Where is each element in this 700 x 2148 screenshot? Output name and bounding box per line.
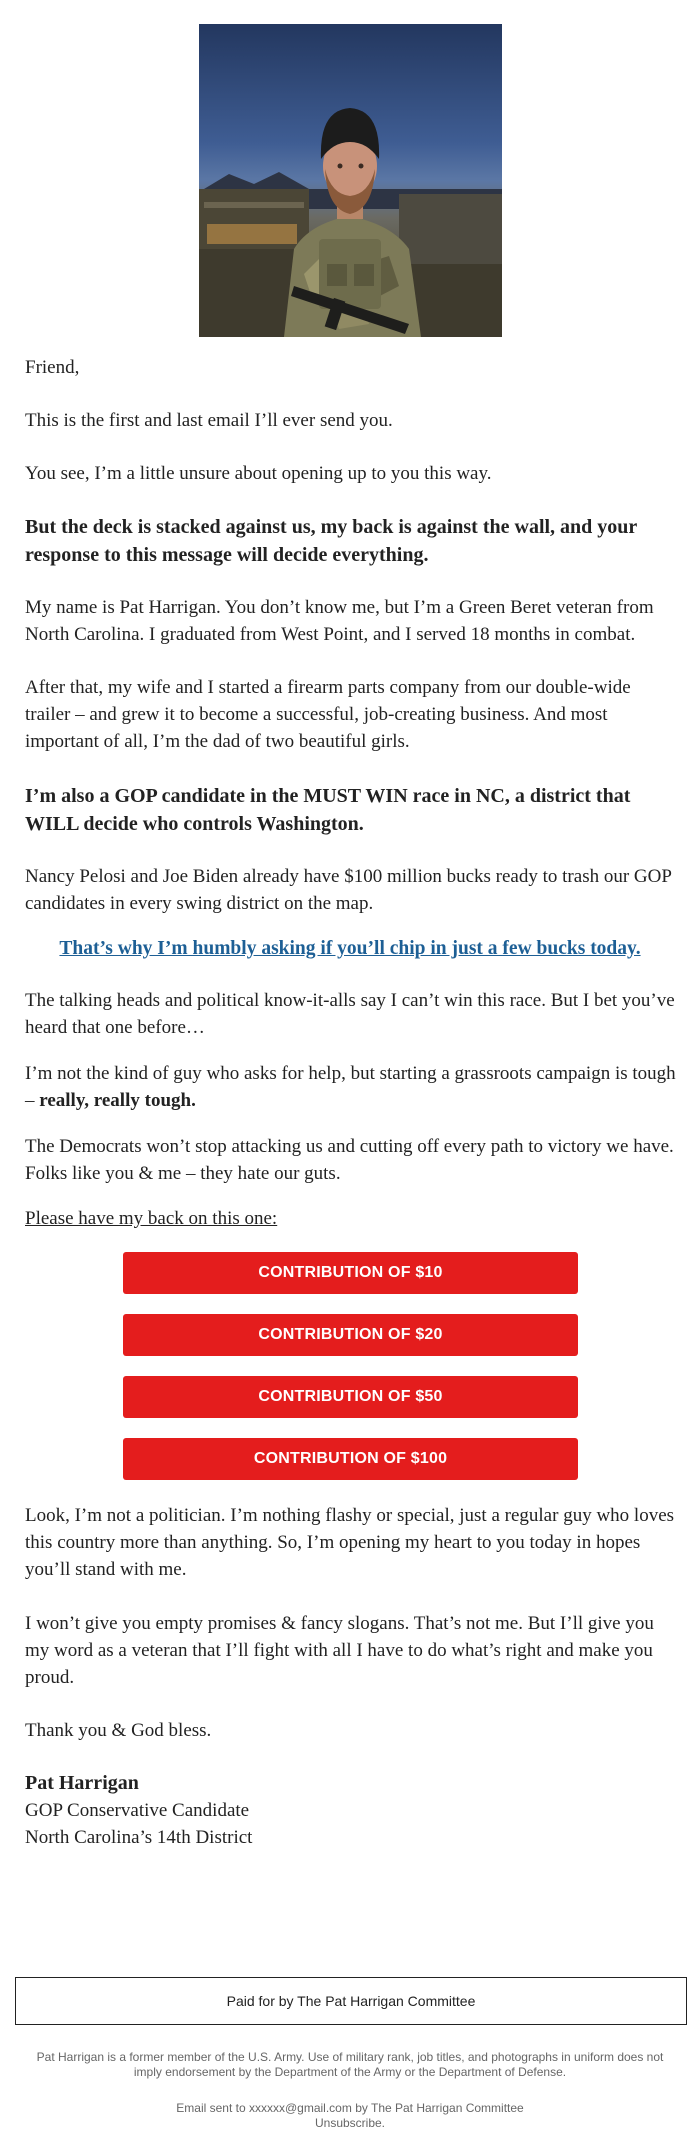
signature-name: Pat Harrigan bbox=[25, 1772, 139, 1794]
paid-for-text: Paid for by The Pat Harrigan Committee bbox=[226, 1993, 476, 2009]
paragraph-introduction: My name is Pat Harrigan. You don’t know me, but I’m a Green Beret veteran from North Carolina. I graduated from West Point, and I served 18 months in combat. bbox=[25, 597, 654, 645]
contribution-20-button[interactable]: CONTRIBUTION OF $20 bbox=[123, 1314, 578, 1356]
unsubscribe-link[interactable]: Unsubscribe. bbox=[314, 2116, 386, 2130]
paragraph-deck-stacked: But the deck is stacked against us, my back is against the wall, and your response to this message will decide everything. bbox=[25, 516, 637, 566]
paragraph-have-my-back: Please have my back on this one: bbox=[25, 1208, 278, 1229]
soldier-photo-illustration bbox=[199, 24, 502, 337]
contribution-100-button[interactable]: CONTRIBUTION OF $100 bbox=[123, 1438, 578, 1480]
email-sent-notice bbox=[30, 2101, 670, 2131]
donate-link[interactable]: That’s why I’m humbly asking if you’ll chip in just a few bucks today. bbox=[59, 938, 641, 959]
paragraph-thank-you: Thank you & God bless. bbox=[25, 1720, 212, 1741]
paragraph-business: After that, my wife and I started a firearm parts company from our double-wide trailer – and grew it to become a successful, job-creating business. And most important of all, I’m the dad of two beautiful girls. bbox=[25, 677, 631, 752]
signature-block bbox=[25, 1770, 677, 1851]
paragraph-no-empty-promises: I won’t give you empty promises & fancy slogans. That’s not me. But I’ll give you my word as a veteran that I’ll fight with all I have to do what’s right and make you proud. bbox=[25, 1613, 654, 1688]
contribution-50-button[interactable]: CONTRIBUTION OF $50 bbox=[123, 1376, 578, 1418]
army-disclaimer: Pat Harrigan is a former member of the U.S. Army. Use of military rank, job titles, and photographs in uniform does not imply endorsement by the Department of the Army or the Department of Defense. bbox=[36, 2050, 664, 2079]
signature-title: GOP Conservative Candidate bbox=[25, 1800, 250, 1821]
paragraph-democrats: The Democrats won’t stop attacking us and cutting off every path to victory we have. Folks like you & me – they hate our guts. bbox=[25, 1136, 674, 1184]
hero-photo bbox=[199, 24, 502, 337]
grassroots-bold-text: really, really tough. bbox=[39, 1090, 196, 1111]
email-sent-line bbox=[30, 2101, 670, 2116]
contribution-10-button[interactable]: CONTRIBUTION OF $10 bbox=[123, 1252, 578, 1294]
paragraph-unsure: You see, I’m a little unsure about opening up to you this way. bbox=[25, 463, 492, 484]
paragraph-talking-heads: The talking heads and political know-it-alls say I can’t win this race. But I bet you’ve heard that one before… bbox=[25, 990, 675, 1038]
paragraph-grassroots bbox=[25, 1060, 677, 1114]
email-sent-suffix: by The Pat Harrigan Committee bbox=[351, 2101, 524, 2115]
grassroots-text: I’m not the kind of guy who asks for help, but starting a grassroots campaign is tough – bbox=[25, 1063, 676, 1111]
paragraph-first-email: This is the first and last email I’ll ever send you. bbox=[25, 410, 393, 431]
signature-district: North Carolina’s 14th District bbox=[25, 1827, 253, 1848]
recipient-email: xxxxxx@gmail.com bbox=[248, 2101, 352, 2115]
salutation: Friend, bbox=[25, 357, 80, 378]
paragraph-gop-candidate: I’m also a GOP candidate in the MUST WIN race in NC, a district that WILL decide who controls Washington. bbox=[25, 785, 631, 835]
paid-for-box bbox=[15, 1977, 687, 2025]
paragraph-pelosi-biden: Nancy Pelosi and Joe Biden already have $100 million bucks ready to trash our GOP candidates in every swing district on the map. bbox=[25, 866, 672, 914]
paragraph-not-politician: Look, I’m not a politician. I’m nothing flashy or special, just a regular guy who loves this country more than anything. So, I’m opening my heart to you today in hopes you’ll stand with me. bbox=[25, 1505, 675, 1580]
email-sent-prefix: Email sent to bbox=[176, 2101, 249, 2115]
